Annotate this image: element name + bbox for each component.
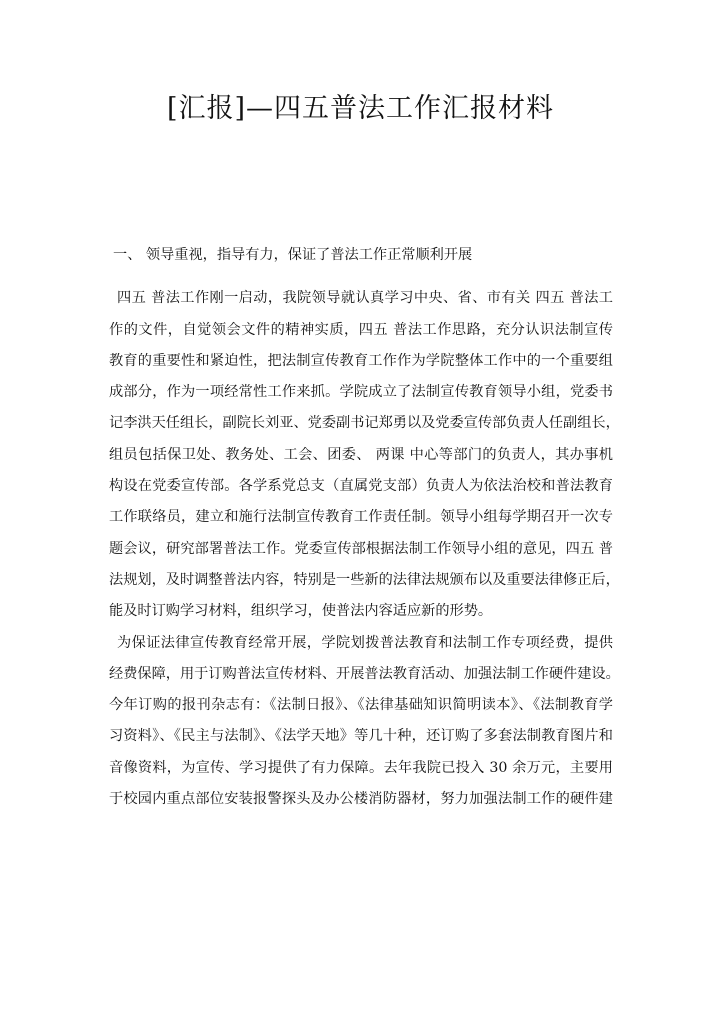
paragraph-line: 能及时订购学习材料，组织学习，使普法内容适应新的形势。 [109, 603, 493, 620]
paragraph-line: 法规划，及时调整普法内容，特别是一些新的法律法规颁布以及重要法律修正后， [109, 571, 620, 588]
paragraph-line: 题会议，研究部署普法工作。党委宣传部根据法制工作领导小组的意见，四五 普 [109, 540, 613, 557]
paragraph-line: 于校园内重点部位安装报警探头及办公楼消防器材，努力加强法制工作的硬件建 [109, 791, 613, 808]
paragraph-line: 作的文件，自觉领会文件的精神实质，四五 普法工作思路，充分认识法制宣传 [109, 321, 613, 338]
paragraph-line: 习资料》、《民主与法制》、《法学天地》等几十种，还订购了多套法制教育图片和 [109, 728, 613, 745]
paragraph-line: 今年订购的报刊杂志有：《法制日报》、《法律基础知识简明读本》、《法制教育学 [109, 697, 613, 714]
document-title: [汇报]—四五普法工作汇报材料 [166, 93, 555, 124]
paragraph-line: 构设在党委宣传部。各学系党总支（直属党支部）负责人为依法治校和普法教育 [109, 478, 613, 495]
paragraph-line: 工作联络员，建立和施行法制宣传教育工作责任制。领导小组每学期召开一次专 [109, 509, 613, 526]
paragraph-1 [109, 283, 620, 627]
paragraph-2 [109, 628, 620, 816]
paragraph-line: 四五 普法工作刚一启动，我院领导就认真学习中央、省、市有关 四五 普法工 [117, 290, 613, 307]
paragraph-line: 教育的重要性和紧迫性，把法制宣传教育工作作为学院整体工作中的一个重要组 [109, 352, 613, 369]
paragraph-line: 成部分，作为一项经常性工作来抓。学院成立了法制宣传教育领导小组，党委书 [109, 384, 613, 401]
paragraph-line: 音像资料，为宣传、学习提供了有力保障。去年我院已投入 30 余万元，主要用 [109, 759, 613, 776]
document-body [109, 240, 620, 815]
paragraph-line: 为保证法律宣传教育经常开展，学院划拨普法教育和法制工作专项经费，提供 [117, 634, 613, 651]
paragraph-line: 组员包括保卫处、教务处、工会、团委、 两课 中心等部门的负责人，其办事机 [109, 446, 613, 463]
paragraph-line: 经费保障，用于订购普法宣传材料、开展普法教育活动、加强法制工作硬件建设。 [109, 665, 620, 682]
section-heading: 一、 领导重视，指导有力，保证了普法工作正常顺利开展 [113, 247, 473, 263]
paragraph-line: 记李洪天任组长，副院长刘亚、党委副书记郑勇以及党委宣传部负责人任副组长， [109, 415, 620, 432]
